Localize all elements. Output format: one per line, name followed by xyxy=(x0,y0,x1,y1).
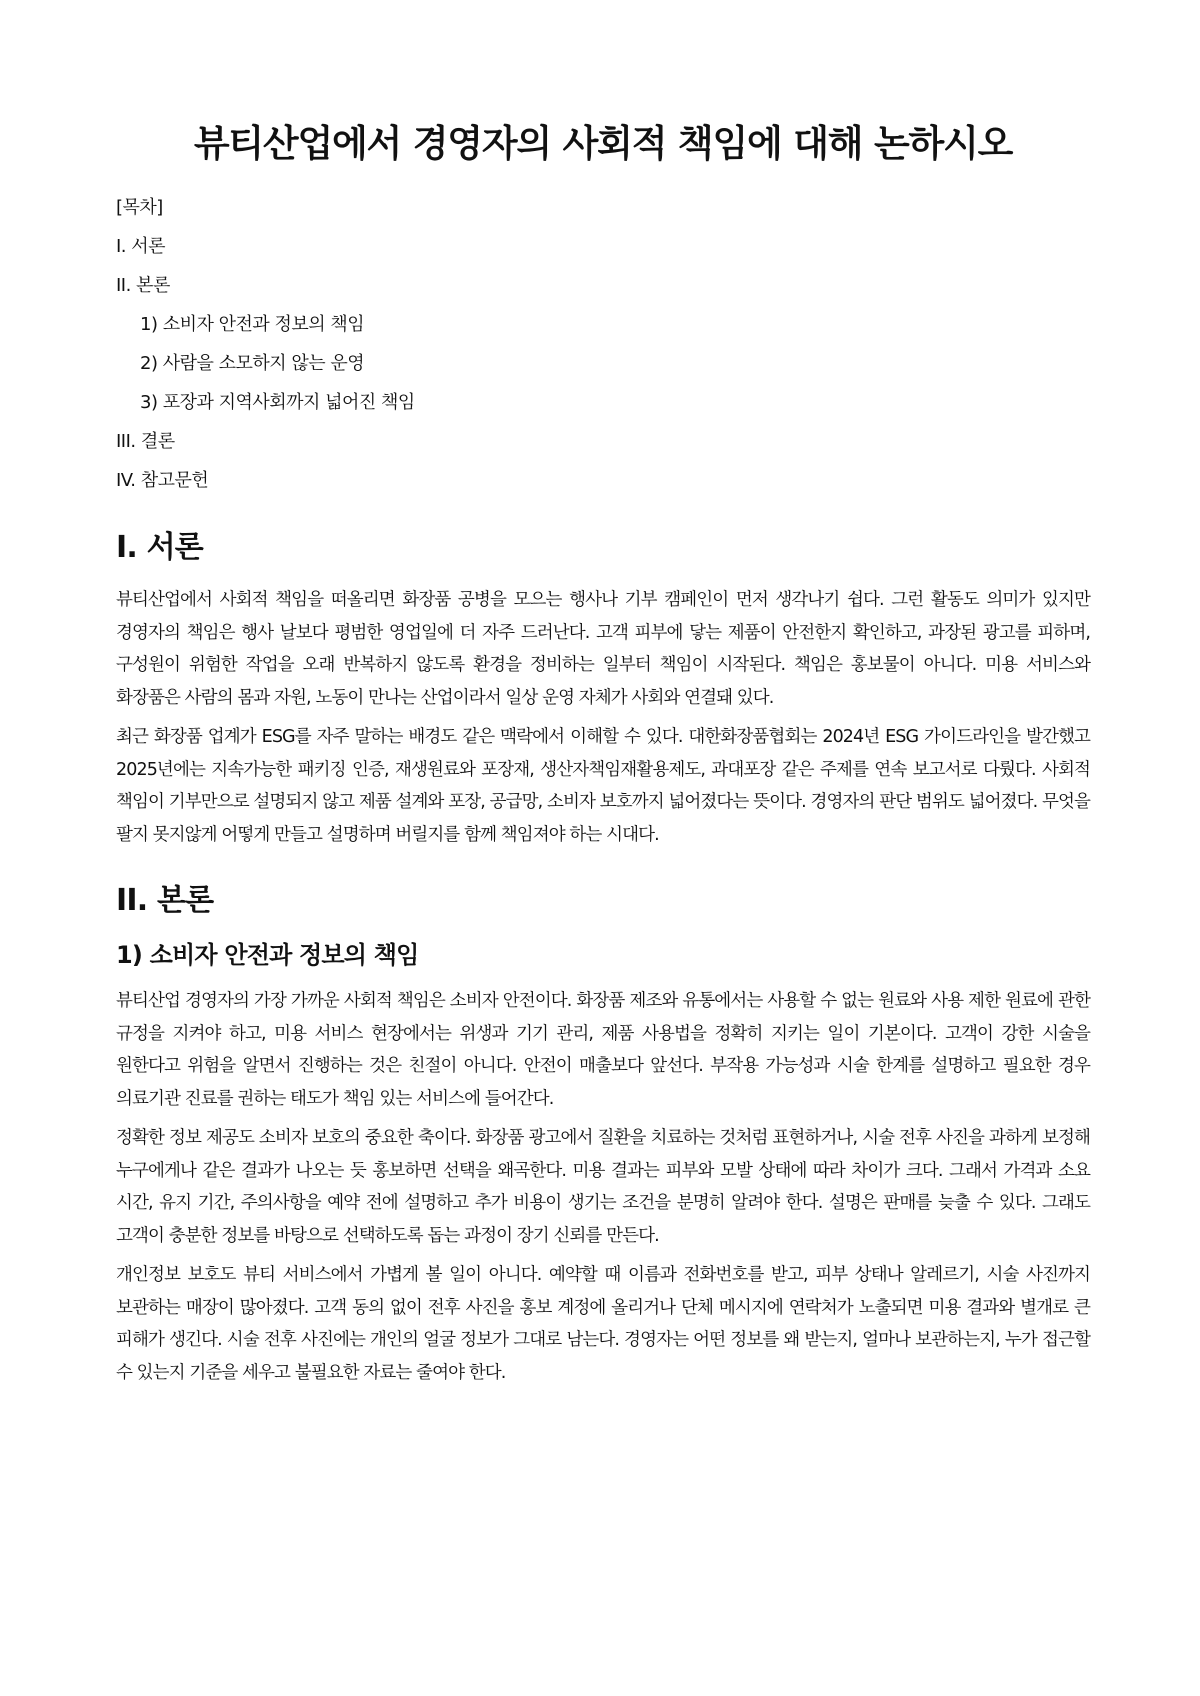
intro-section xyxy=(116,526,1090,851)
body-paragraph-2: 정확한 정보 제공도 소비자 보호의 중요한 축이다. 화장품 광고에서 질환을 치료하는 것처럼 표현하거나, 시술 전후 사진을 과하게 보정해 누구에게나 같은 결과가 나오는 듯 홍보하면 선택을 왜곡한다. 미용 결과는 피부와 모발 상태에 따라 차이가 크다. 그래서 가격과 소요 시간, 유지 기간, 주의사항을 예약 전에 설명하고 추가 비용이 생기는 조건을 분명히 알려야 한다. 설명은 판매를 늦출 수 있다. 그래도 고객이 충분한 정보를 바탕으로 선택하도록 돕는 과정이 장기 신뢰를 만든다. xyxy=(116,1128,1090,1246)
body-paragraph-1: 뷰티산업 경영자의 가장 가까운 사회적 책임은 소비자 안전이다. 화장품 제조와 유통에서는 사용할 수 없는 원료와 사용 제한 원료에 관한 규정을 지켜야 하고, 미용 서비스 현장에서는 위생과 기기 관리, 제품 사용법을 정확히 지키는 일이 기본이다. 고객이 강한 시술을 원한다고 위험을 알면서 진행하는 것은 친절이 아니다. 안전이 매출보다 앞선다. 부작용 가능성과 시술 한계를 설명하고 필요한 경우 의료기관 진료를 권하는 태도가 책임 있는 서비스에 들어간다. xyxy=(116,991,1090,1109)
toc-item-body: II. 본론 xyxy=(116,275,170,296)
toc-heading: [목차] xyxy=(116,197,163,218)
body-section xyxy=(116,879,1090,1389)
intro-paragraph-2: 최근 화장품 업계가 ESG를 자주 말하는 배경도 같은 맥락에서 이해할 수 있다. 대한화장품협회는 2024년 ESG 가이드라인을 발간했고 2025년에는 지속가능한 패키징 인증, 재생원료와 포장재, 생산자책임재활용제도, 과대포장 같은 주제를 연속 보고서로 다뤘다. 사회적 책임이 기부만으로 설명되지 않고 제품 설계와 포장, 공급망, 소비자 보호까지 넓어졌다는 뜻이다. 경영자의 판단 범위도 넓어졌다. 무엇을 팔지 못지않게 어떻게 만들고 설명하며 버릴지를 함께 책임져야 하는 시대다. xyxy=(116,727,1090,845)
toc-item-references: IV. 참고문헌 xyxy=(116,470,209,491)
toc-item-conclusion: III. 결론 xyxy=(116,431,175,452)
toc-item-intro: I. 서론 xyxy=(116,236,166,257)
document-title: 뷰티산업에서 경영자의 사회적 책임에 대해 논하시오 xyxy=(193,122,1013,165)
toc-item-body-3: 3) 포장과 지역사회까지 넓어진 책임 xyxy=(140,392,415,413)
subsection-consumer-safety xyxy=(116,937,1090,1389)
table-of-contents xyxy=(116,188,1090,500)
body-paragraph-3: 개인정보 보호도 뷰티 서비스에서 가볍게 볼 일이 아니다. 예약할 때 이름과 전화번호를 받고, 피부 상태나 알레르기, 시술 사진까지 보관하는 매장이 많아졌다. 고객 동의 없이 전후 사진을 홍보 계정에 올리거나 단체 메시지에 연락처가 노출되면 미용 결과와 별개로 큰 피해가 생긴다. 시술 전후 사진에는 개인의 얼굴 정보가 그대로 남는다. 경영자는 어떤 정보를 왜 받는지, 얼마나 보관하는지, 누가 접근할 수 있는지 기준을 세우고 불필요한 자료는 줄여야 한다. xyxy=(116,1265,1090,1383)
intro-paragraph-1: 뷰티산업에서 사회적 책임을 떠올리면 화장품 공병을 모으는 행사나 기부 캠페인이 먼저 생각나기 쉽다. 그런 활동도 의미가 있지만 경영자의 책임은 행사 날보다 평범한 영업일에 더 자주 드러난다. 고객 피부에 닿는 제품이 안전한지 확인하고, 과장된 광고를 피하며, 구성원이 위험한 작업을 오래 반복하지 않도록 환경을 정비하는 일부터 책임이 시작된다. 책임은 홍보물이 아니다. 미용 서비스와 화장품은 사람의 몸과 자원, 노동이 만나는 산업이라서 일상 운영 자체가 사회와 연결돼 있다. xyxy=(116,590,1090,708)
toc-item-body-2: 2) 사람을 소모하지 않는 운영 xyxy=(140,353,365,374)
intro-heading: I. 서론 xyxy=(116,530,203,565)
body-heading: II. 본론 xyxy=(116,883,214,918)
toc-item-body-1: 1) 소비자 안전과 정보의 책임 xyxy=(140,314,365,335)
subsection-heading: 1) 소비자 안전과 정보의 책임 xyxy=(116,941,419,969)
